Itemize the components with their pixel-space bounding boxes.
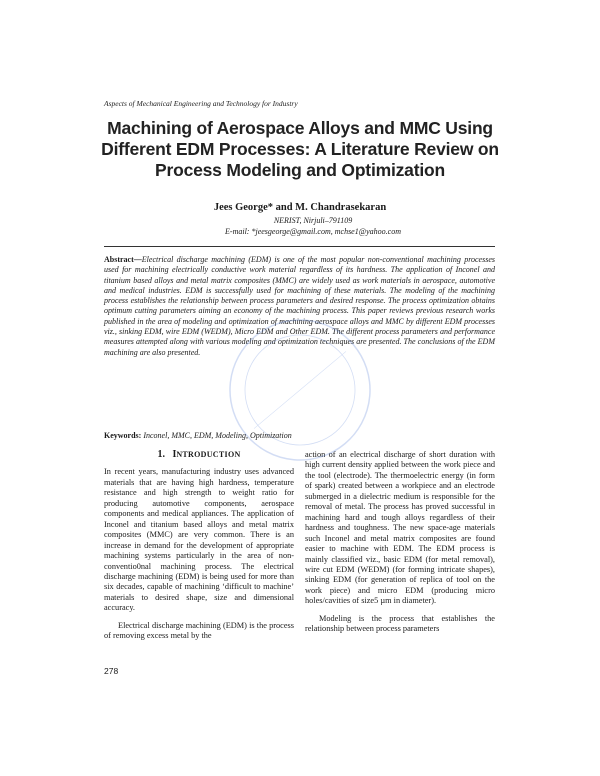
section-first-letter: I: [172, 449, 177, 460]
running-head: Aspects of Mechanical Engineering and Technology for Industry: [104, 99, 298, 108]
paragraph: action of an electrical discharge of short duration with high current density applied between the work piece and the tool (electrode). The thermoelectric energy (in form of spark) created between a workpiece and an electrode submerged in a dielectric medium is responsible for the removal of metal. The process has proved successful in machining hard and tough alloys regardless of their hardness and toughness. The new space-age materials such Inconel and metal matrix composites are found easier to machine with EDM. The EDM process is mainly classified viz., basic EDM (for metal removal), wire cut EDM (WEDM) (for forming intricate shapes), sinking EDM (for generation of replica of tool on the work piece) and micro EDM (producing micro holes/cavities of size5 µm in diameter).: [305, 450, 495, 606]
title-line: Different EDM Processes: A Literature Review on: [101, 139, 499, 159]
abstract-label: Abstract—: [104, 255, 142, 264]
keywords-text: Inconel, MMC, EDM, Modeling, Optimization: [143, 431, 292, 440]
title-line: Machining of Aerospace Alloys and MMC Using: [107, 118, 493, 138]
page-number: 278: [104, 666, 119, 676]
right-column: [305, 450, 495, 635]
affiliation: NERIST, Nirjuli–791109: [273, 216, 353, 225]
authors: Jees George* and M. Chandrasekaran: [213, 202, 387, 213]
affiliation-block: [100, 215, 500, 237]
title-line: Process Modeling and Optimization: [155, 160, 445, 180]
abstract-text: Electrical discharge machining (EDM) is one of the most popular non-conventional machining processes used for machining electrically conductive work material regardless of its hardness. The application of Inconel and titanium based alloys and metal matrix composites (MMC) are widely used as work materials in aerospace, automotive and medical industries. EDM is successfully used for machining of these materials. The modeling of the machining process establishes the relationship between process parameters and desired response. The process optimization obtains optimum cutting parameters aiming an economy of the machining process. This paper reviews previous research works published in the area of modeling and optimization of machining aerospace alloys and MMC by different EDM processes viz., sinking EDM, wire EDM (WEDM), Micro EDM and Other EDM. The different process parameters and performance measures attempted along with various modeling and optimization techniques are presented. The conclusions of the EDM machining are also presented.: [104, 255, 495, 357]
paper-title: [100, 118, 500, 181]
section-number: 1.: [157, 449, 165, 460]
paragraph: Electrical discharge machining (EDM) is the process of removing excess metal by the: [104, 620, 294, 641]
abstract: [104, 255, 495, 358]
section-heading: [104, 450, 294, 460]
email: E-mail: *jeesgeorge@gmail.com, mchse1@yahoo.com: [225, 227, 401, 236]
keywords-label: Keywords:: [104, 431, 142, 440]
divider: [104, 246, 495, 247]
section-title-rest: NTRODUCTION: [176, 450, 241, 459]
keywords: [104, 431, 495, 440]
left-column: [104, 450, 294, 642]
paragraph: In recent years, manufacturing industry uses advanced materials that are having high hardness, temperature resistance and high strength to weight ratio for producing automotive components, aerospace components and medical appliances. The application of Inconel and titanium based alloys and metal matrix composites (MMC) are very common. There is an increase in demand for the development of appropriate machining systems particularly in the area of non-conventio0nal machining process. The electrical discharge machining (EDM) is being used for more than six decades, capable of machining ‘difficult to machine’ materials to desired shape, size and dimensional accuracy.: [104, 467, 294, 613]
paragraph: Modeling is the process that establishes the relationship between process parameters: [305, 613, 495, 634]
